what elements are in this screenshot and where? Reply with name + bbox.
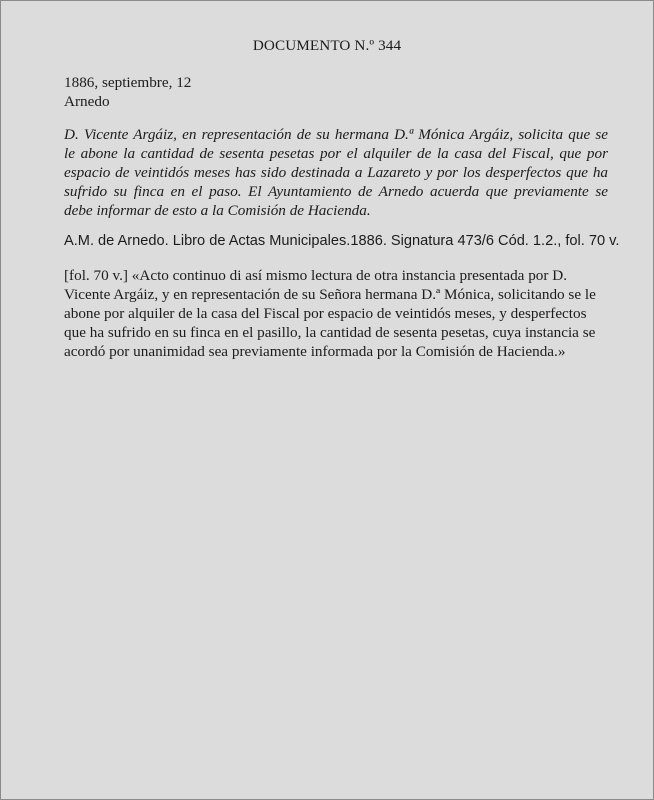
summary-line: le abone la cantidad de sesenta pesetas por el alquiler de la casa del Fiscal, que por xyxy=(64,145,608,162)
summary-line: D. Vicente Argáiz, en representación de su hermana D.ª Mónica Argáiz, solicita que se xyxy=(64,126,608,143)
transcription-line: [fol. 70 v.] «Acto continuo di así mismo lectura de otra instancia presentada por D. xyxy=(64,267,568,284)
document-place: Arnedo xyxy=(64,93,110,110)
summary-line: espacio de veintidós meses has sido destinada a Lazareto y por los desperfectos que ha xyxy=(64,164,608,181)
document-source: A.M. de Arnedo. Libro de Actas Municipales.1886. Signatura 473/6 Cód. 1.2., fol. 70 v. xyxy=(64,233,620,249)
transcription-line: que ha sufrido en su finca en el pasillo, la cantidad de sesenta pesetas, cuya instancia se xyxy=(64,324,596,341)
document-summary xyxy=(64,125,608,220)
document-transcription xyxy=(64,266,616,361)
document-date: 1886, septiembre, 12 xyxy=(64,74,192,91)
transcription-line: acordó por unanimidad sea previamente informada por la Comisión de Hacienda.» xyxy=(64,343,566,360)
summary-line: debe informar de esto a la Comisión de Hacienda. xyxy=(64,202,371,219)
document-title: DOCUMENTO N.º 344 xyxy=(252,37,402,54)
summary-line: sufrido su finca en el paso. El Ayuntamiento de Arnedo acuerda que previamente se xyxy=(64,183,608,200)
transcription-line: Vicente Argáiz, y en representación de su Señora hermana D.ª Mónica, solicitando se le xyxy=(64,286,596,303)
transcription-line: abone por alquiler de la casa del Fiscal por espacio de veintidós meses, y desperfectos xyxy=(64,305,587,322)
